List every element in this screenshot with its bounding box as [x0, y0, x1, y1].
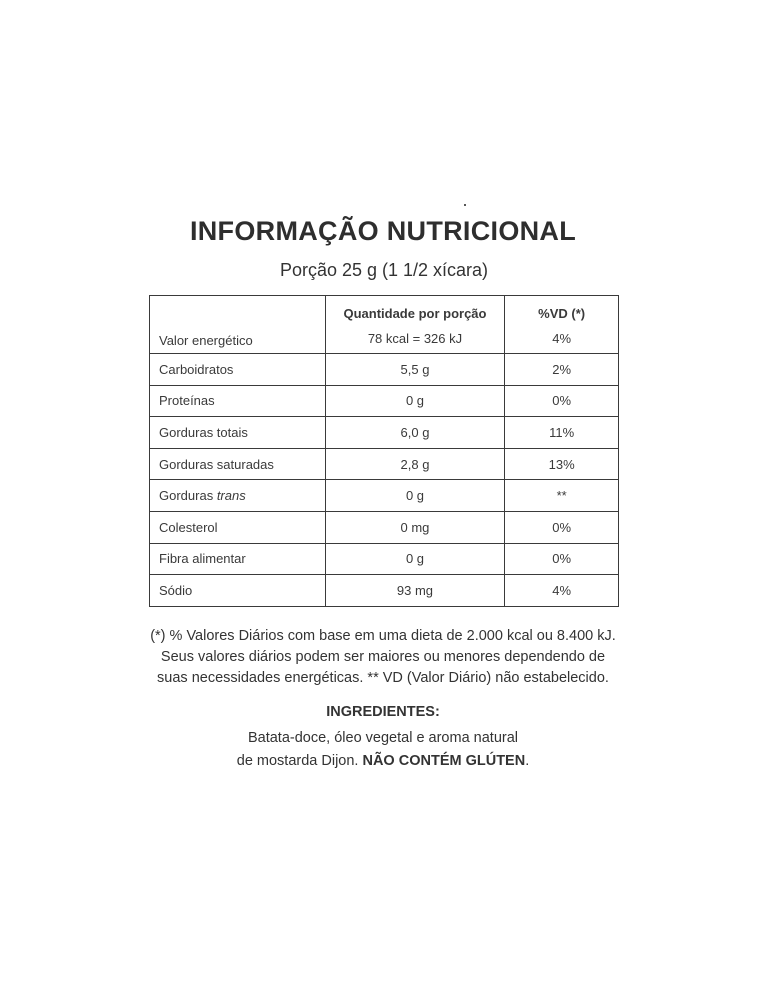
table-row — [150, 385, 619, 417]
nutrient-quantity: 6,0 g — [325, 417, 505, 449]
energy-quantity: 78 kcal = 326 kJ — [367, 331, 463, 346]
vd-column — [505, 296, 619, 354]
table-row — [150, 354, 619, 386]
table-row — [150, 480, 619, 512]
nutrient-quantity: 0 g — [325, 543, 505, 575]
nutrient-label: Gorduras saturadas — [150, 448, 326, 480]
nutrient-vd: 4% — [505, 575, 619, 607]
nutrition-table — [149, 295, 619, 607]
nutrient-label: Fibra alimentar — [150, 543, 326, 575]
page-title: INFORMAÇÃO NUTRICIONAL — [189, 216, 577, 246]
energy-vd: 4% — [552, 331, 572, 346]
ingredients-line — [0, 750, 766, 773]
nutrient-quantity: 0 mg — [325, 511, 505, 543]
nutrient-label: Colesterol — [150, 511, 326, 543]
nutrient-label-text: Gorduras — [159, 488, 217, 504]
ingredients-line: Batata-doce, óleo vegetal e aroma natural — [247, 730, 519, 746]
ingredients-text — [0, 727, 766, 773]
nutrient-quantity: 0 g — [325, 480, 505, 512]
table-row — [150, 511, 619, 543]
nutrient-vd: 0% — [505, 385, 619, 417]
table-row — [150, 575, 619, 607]
ingredients-title: INGREDIENTES: — [326, 704, 440, 720]
nutrient-vd: 0% — [505, 511, 619, 543]
footnote-line: suas necessidades energéticas. ** VD (Valor Diário) não estabelecido. — [157, 670, 609, 686]
ingredients-line-text: de mostarda Dijon. — [236, 753, 363, 769]
nutrient-quantity: 2,8 g — [325, 448, 505, 480]
nutrient-quantity: 93 mg — [325, 575, 505, 607]
nutrient-vd: 11% — [505, 417, 619, 449]
gluten-free-statement: NÃO CONTÉM GLÚTEN — [362, 753, 526, 769]
footnote-line: Seus valores diários podem ser maiores ou menores dependendo de — [160, 649, 606, 665]
nutrient-quantity: 5,5 g — [325, 354, 505, 386]
vd-header: %VD (*) — [538, 306, 586, 321]
nutrient-vd: ** — [505, 480, 619, 512]
table-row — [150, 543, 619, 575]
nutrient-label: Gorduras totais — [150, 417, 326, 449]
energy-label: Valor energético — [150, 296, 326, 354]
nutrient-label: Carboidratos — [150, 354, 326, 386]
quantity-header: Quantidade por porção — [343, 306, 487, 321]
stray-dot — [464, 204, 466, 206]
table-row — [150, 448, 619, 480]
nutrient-label — [150, 480, 326, 512]
daily-values-footnote — [0, 626, 766, 689]
nutrient-vd: 2% — [505, 354, 619, 386]
quantity-column — [325, 296, 505, 354]
footnote-line: (*) % Valores Diários com base em uma dieta de 2.000 kcal ou 8.400 kJ. — [150, 628, 616, 644]
nutrient-label: Proteínas — [150, 385, 326, 417]
nutrient-vd: 13% — [505, 448, 619, 480]
ingredients-period: . — [525, 753, 530, 769]
nutrient-quantity: 0 g — [325, 385, 505, 417]
nutrient-label-italic: trans — [216, 488, 246, 504]
table-row — [150, 417, 619, 449]
portion-size: Porção 25 g (1 1/2 xícara) — [279, 260, 489, 280]
energy-row — [150, 296, 619, 354]
nutrient-vd: 0% — [505, 543, 619, 575]
nutrient-label: Sódio — [150, 575, 326, 607]
